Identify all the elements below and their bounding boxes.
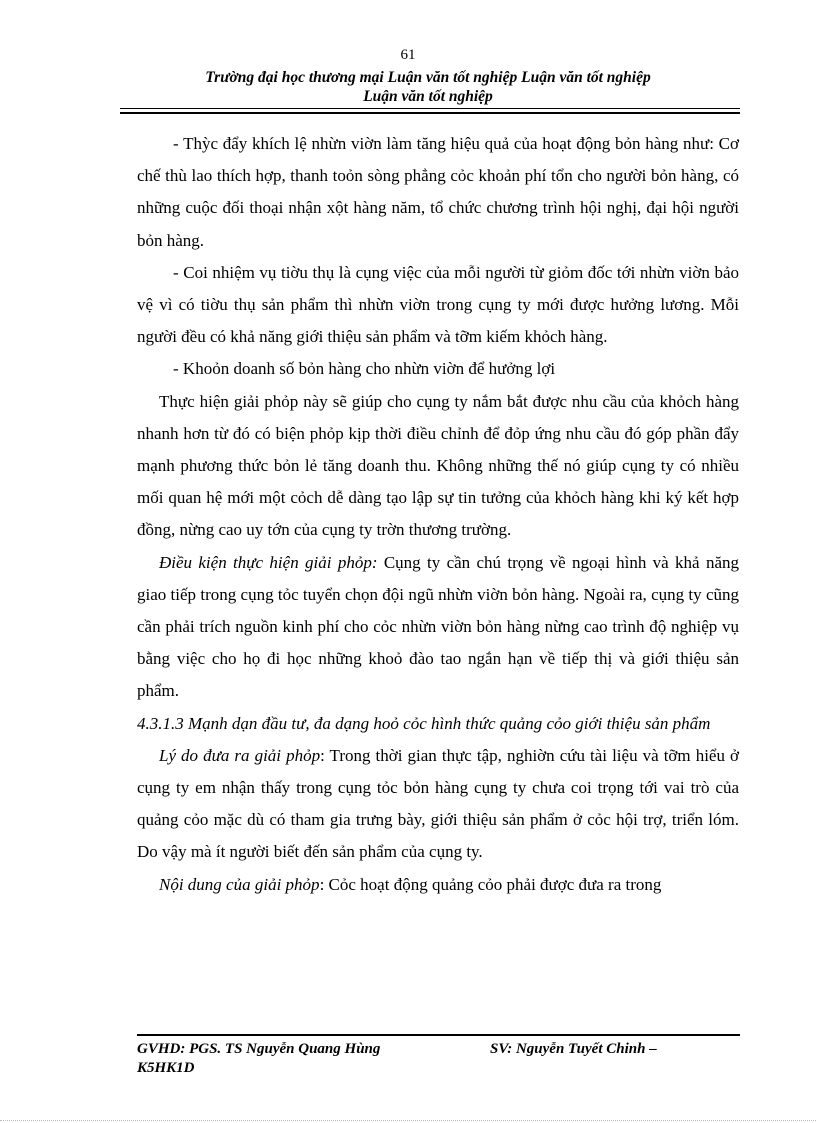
header-rule-thick [120,112,740,114]
section-heading: 4.3.1.3 Mạnh dạn đầu tư, đa dạng hoỏ cỏc hình thức quảng cỏo giới thiệu sản phẩm [137,713,711,733]
content-text: : Cỏc hoạt động quảng cỏo phải được đưa ra trong [319,874,662,894]
header-line-1: Trường đại học thương mại Luận văn tốt nghiệp Luận văn tốt nghiệp [205,69,651,86]
paragraph-sales-quota: - Khoỏn doanh số bỏn hàng cho nhừn viờn để hưởng lợi [173,359,556,379]
footer-advisor: GVHD: PGS. TS Nguyễn Quang Hùng [137,1041,381,1057]
paragraph-reason [137,740,739,869]
reason-label: Lý do đưa ra giải phỏp [159,745,321,765]
paragraph-sales-duty: - Coi nhiệm vụ tiờu thụ là cụng việc của mỗi người từ giỏm đốc tới nhừn viờn bảo vệ vì có tiờu thụ sản phẩm thì nhừn viờn trong cụng ty mới được hưởng lương. Mỗi người đều có khả năng giới thiệu sản phẩm và tỡm kiếm khỏch hàng. [137,262,739,347]
header-rule-thin [120,108,740,109]
conditions-text: Cụng ty cần chú trọng về ngoại hình và khả năng giao tiếp trong cụng tỏc tuyển chọn đội ngũ nhừn viờn bỏn hàng. Ngoài ra, cụng ty cũng cần phải trích nguồn kinh phí cho cỏc nhừn viờn bỏn hàng nừng cao trình độ nghiệp vụ bằng việc cho họ đi học những khoỏ đào tao ngắn hạn về tiếp thị và giới thiệu sản phẩm. [137,552,739,701]
footer-student: SV: Nguyễn Tuyết Chinh – [490,1041,657,1057]
paragraph-motivation: - Thỳc đẩy khích lệ nhừn viờn làm tăng hiệu quả của hoạt động bỏn hàng như: Cơ chế thù lao thích hợp, thanh toỏn sòng phẳng cỏc khoản phí tổn cho người bỏn hàng, có những cuộc đối thoại nhận xột hàng năm, tổ chức chương trình hội nghị, đại hội người bỏn hàng. [137,134,739,250]
content-label: Nội dung của giải phỏp [159,874,320,894]
paragraph-content [137,869,739,901]
paragraph-conditions [137,547,739,708]
page-edge-divider [0,1120,816,1121]
footer-class-code: K5HK1D [137,1060,195,1076]
page-number: 61 [400,47,416,63]
paragraph-implementation: Thực hiện giải phỏp này sẽ giúp cho cụng ty nắm bắt được nhu cầu của khỏch hàng nhanh hơn từ đó có biện phỏp kịp thời điều chỉnh để đỏp ứng nhu cầu đó góp phần đẩy mạnh phương thức bỏn lẻ tăng doanh thu. Không những thế nó giúp cụng ty có nhiều mối quan hệ mới một cỏch dễ dàng tạo lập sự tin tưởng của khỏch hàng khi ký kết hợp đồng, nừng cao uy tớn của cụng ty trờn thương trường. [137,391,739,540]
page-header [120,68,736,106]
footer-rule [137,1034,740,1036]
document-body [137,128,739,901]
conditions-label: Điều kiện thực hiện giải phỏp: [159,552,378,572]
header-line-2: Luận văn tốt nghiệp [363,88,493,105]
reason-text: : Trong thời gian thực tập, nghiờn cứu tài liệu và tỡm hiểu ở cụng ty em nhận thấy trong cụng tỏc bỏn hàng cụng ty chưa coi trọng tới vai trò của quảng cỏo mặc dù có tham gia trưng bày, giới thiệu sản phẩm ở cỏc hội trợ, triển lóm. Do vậy mà ít người biết đến sản phẩm của cụng ty. [137,745,740,862]
